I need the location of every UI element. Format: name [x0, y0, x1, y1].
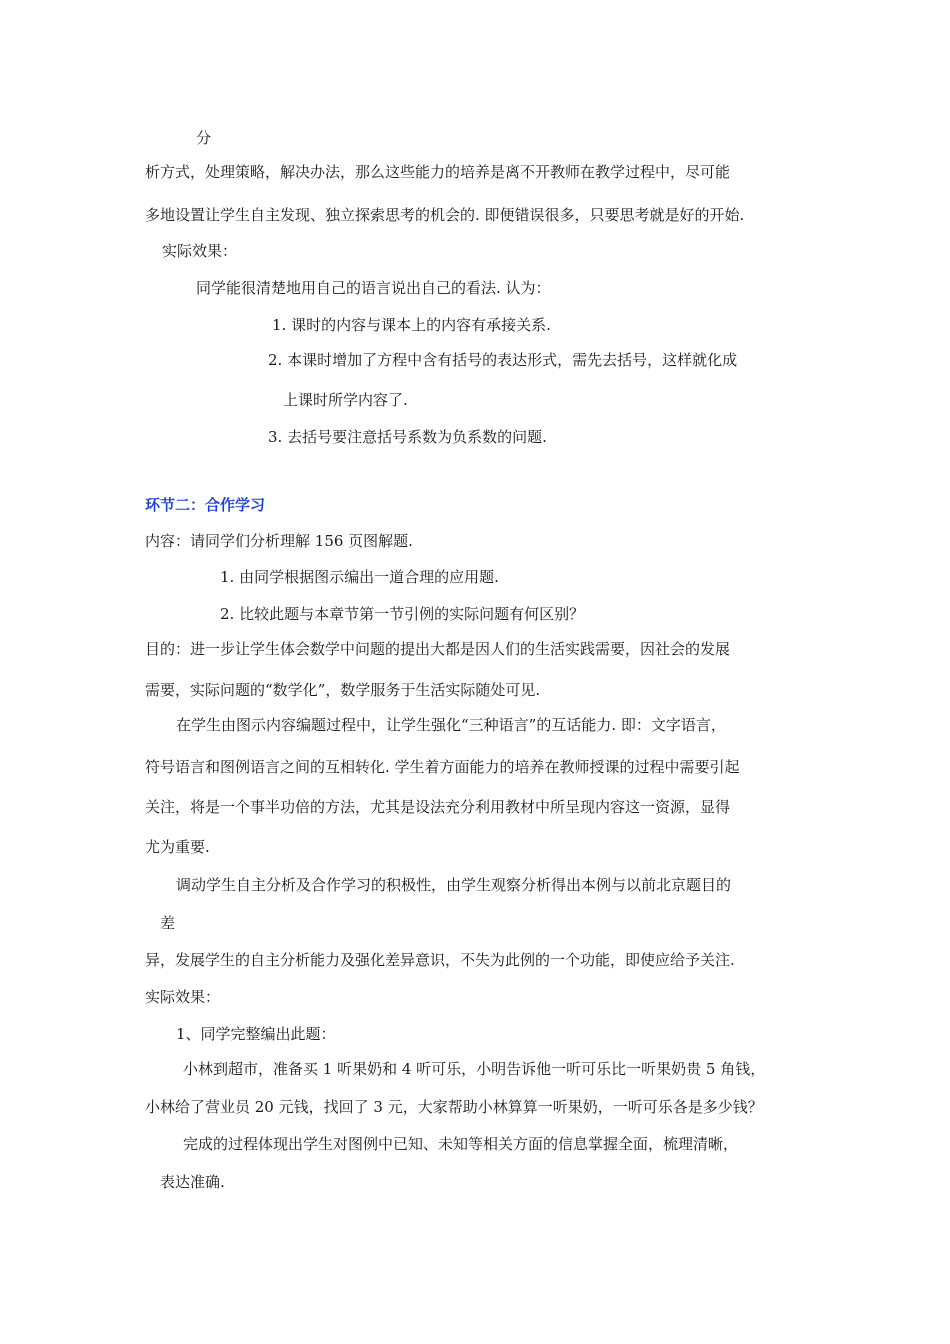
text-line: 异，发展学生的自主分析能力及强化差异意识，不失为此例的一个功能，即使应给予关注.: [145, 951, 735, 969]
text-line: 3. 去括号要注意括号系数为负系数的问题.: [268, 428, 547, 446]
section-heading: 环节二：合作学习: [145, 496, 266, 514]
text-line: 需要，实际问题的“数学化”，数学服务于生活实际随处可见.: [145, 681, 541, 699]
text-line: 1. 课时的内容与课本上的内容有承接关系.: [272, 316, 551, 334]
text-line: 上课时所学内容了.: [283, 391, 408, 409]
text-line: 同学能很清楚地用自己的语言说出自己的看法. 认为：: [196, 279, 551, 297]
text-line: 实际效果：: [162, 242, 238, 260]
text-line: 1. 由同学根据图示编出一道合理的应用题.: [220, 568, 499, 586]
text-line: 1、同学完整编出此题：: [176, 1025, 336, 1043]
text-line: 2. 比较此题与本章节第一节引例的实际问题有何区别？: [220, 605, 585, 623]
text-line: 关注，将是一个事半功倍的方法，尤其是设法充分利用教材中所呈现内容这一资源，显得: [145, 798, 731, 816]
text-line: 差: [160, 914, 176, 932]
text-line: 小林给了营业员 20 元钱，找回了 3 元，大家帮助小林算算一听果奶，一听可乐各是多少钱？: [145, 1098, 763, 1116]
text-line: 2. 本课时增加了方程中含有括号的表达形式，需先去括号，这样就化成: [268, 351, 738, 369]
text-line: 表达准确.: [160, 1173, 225, 1191]
text-line: 小林到超市，准备买 1 听果奶和 4 听可乐，小明告诉他一听可乐比一听果奶贵 5 角钱，: [183, 1060, 766, 1078]
text-line: 内容：请同学们分析理解 156 页图解题.: [145, 532, 413, 550]
text-line: 符号语言和图例语言之间的互相转化. 学生着方面能力的培养在教师授课的过程中需要引起: [145, 758, 740, 776]
text-line: 完成的过程体现出学生对图例中已知、未知等相关方面的信息掌握全面，梳理清晰，: [183, 1135, 739, 1153]
text-line: 分: [196, 129, 212, 147]
text-line: 实际效果：: [145, 988, 221, 1006]
text-line: 尤为重要.: [145, 838, 210, 856]
text-line: 在学生由图示内容编题过程中，让学生强化“三种语言”的互话能力. 即：文字语言，: [176, 716, 726, 734]
text-line: 析方式，处理策略，解决办法，那么这些能力的培养是离不开教师在教学过程中，尽可能: [145, 163, 731, 181]
text-line: 调动学生自主分析及合作学习的积极性，由学生观察分析得出本例与以前北京题目的: [176, 876, 732, 894]
text-line: 目的：进一步让学生体会数学中问题的提出大都是因人们的生活实践需要，因社会的发展: [145, 640, 731, 658]
text-line: 多地设置让学生自主发现、独立探索思考的机会的. 即便错误很多，只要思考就是好的开始.: [145, 206, 745, 224]
